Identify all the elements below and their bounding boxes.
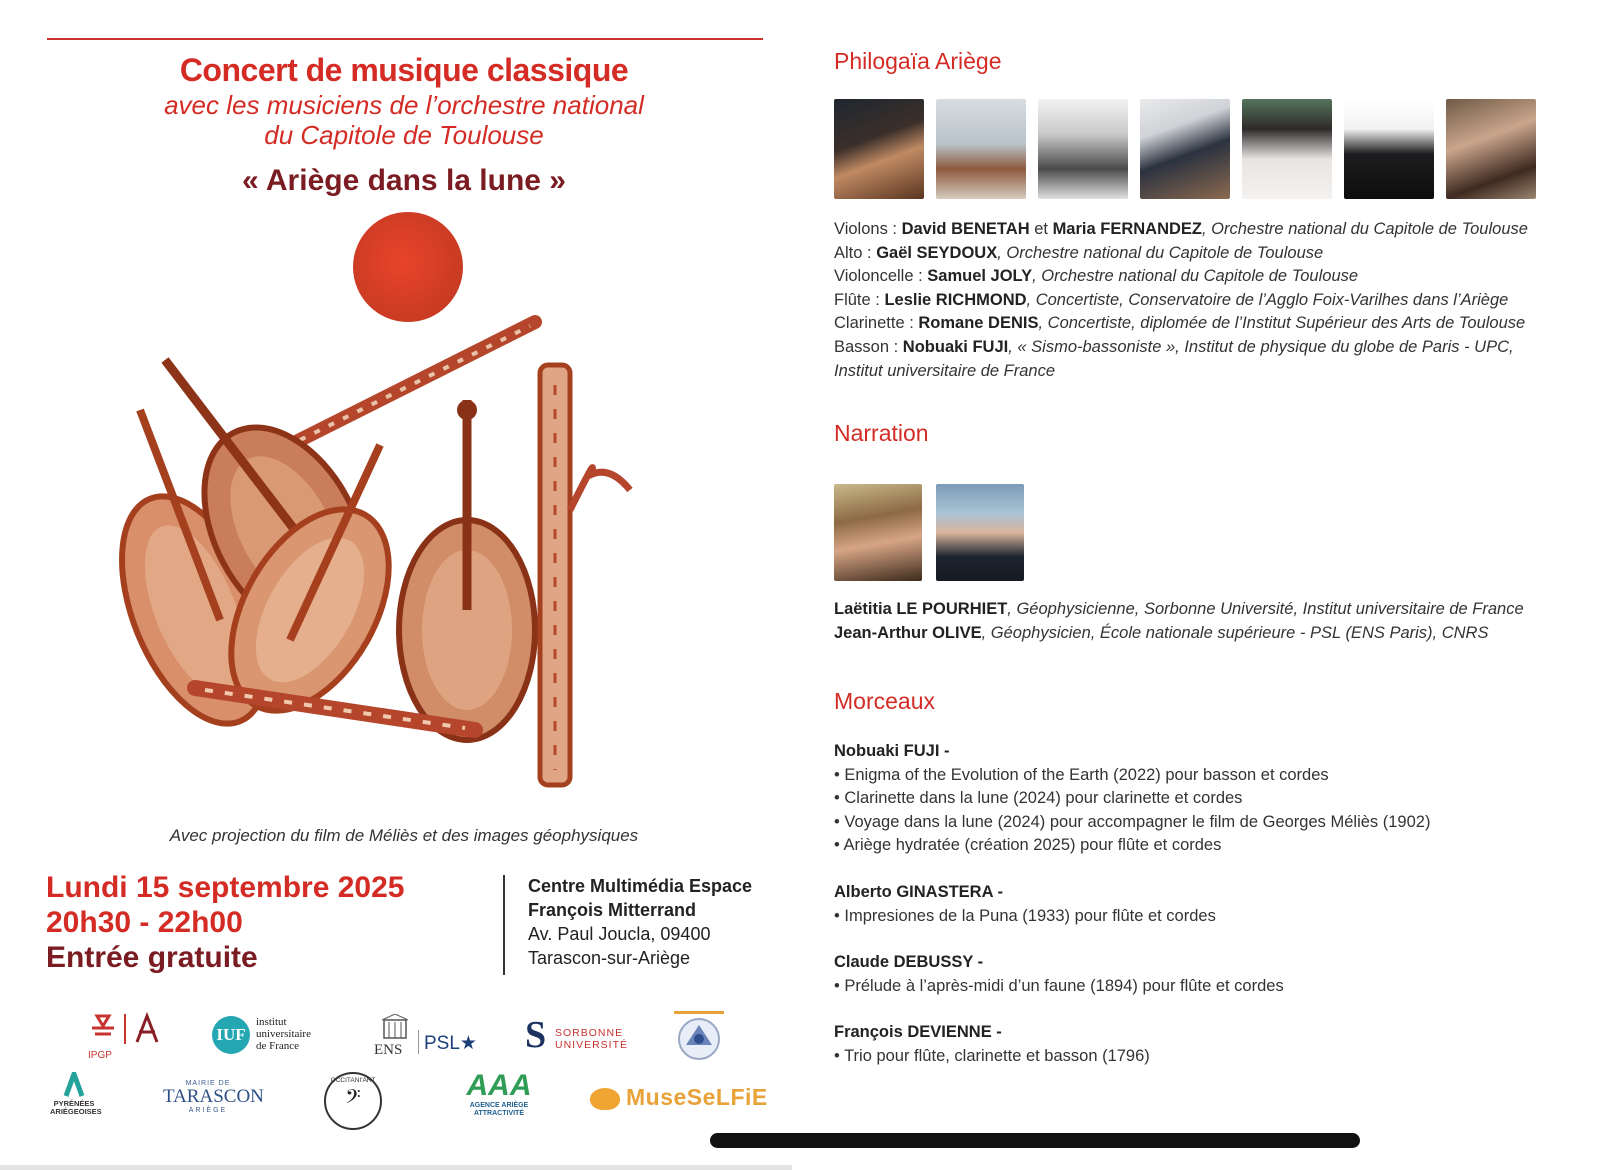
venue-name-2: François Mitterrand xyxy=(528,900,697,920)
musician-line-bassoon xyxy=(834,336,1594,360)
pyrenees-logo xyxy=(50,1072,102,1122)
role-label: Clarinette : xyxy=(834,314,919,333)
sorbonne-logo xyxy=(525,1015,635,1061)
musician-photo-4 xyxy=(1140,99,1230,199)
musician-photo-6 xyxy=(1344,99,1434,199)
event-date: Lundi 15 septembre 2025 xyxy=(46,871,405,904)
mairie-tarascon-logo xyxy=(163,1080,264,1120)
musician-photo-1 xyxy=(834,99,924,199)
musician-line-cello xyxy=(834,265,1594,289)
musician-affiliation: , « Sismo-bassoniste », Institut de physique du globe de Paris - UPC, xyxy=(1008,337,1514,356)
flute-icon xyxy=(290,322,535,445)
piece-item: • Impresiones de la Puna (1933) pour flûte et cordes xyxy=(834,906,1216,925)
venue-block xyxy=(528,874,752,970)
piece-item: • Trio pour flûte, clarinette et basson (1796) xyxy=(834,1046,1150,1065)
composer-fuji xyxy=(834,740,1594,764)
event-time: 20h30 - 22h00 xyxy=(46,906,243,939)
musician-photo-7 xyxy=(1446,99,1536,199)
sorbonne-text xyxy=(555,1027,628,1051)
composer-devienne xyxy=(834,1021,1594,1045)
musician-name: Maria FERNANDEZ xyxy=(1052,220,1202,238)
narrator-affiliation: , Géophysicien, École nationale supérieure - PSL (ENS Paris), CNRS xyxy=(981,623,1489,642)
piece-item: • Enigma of the Evolution of the Earth (2022) pour basson et cordes xyxy=(834,765,1329,784)
section-morceaux: Morceaux xyxy=(834,688,935,714)
top-divider xyxy=(47,38,763,40)
musician-affiliation: , Concertiste, Conservatoire de l’Agglo Foix-Varilhes dans l’Ariège xyxy=(1026,290,1509,309)
composer-name: Nobuaki FUJI - xyxy=(834,742,950,760)
pyrenees-text xyxy=(50,1099,102,1116)
narrators-list xyxy=(834,598,1594,645)
musician-photo-2 xyxy=(936,99,1026,199)
poster-title: Concert de musique classique xyxy=(179,52,629,88)
poster-subtitle-line-2: du Capitole de Toulouse xyxy=(264,120,544,150)
narrator-photo-2 xyxy=(936,484,1024,581)
pyrenees-line-1: PYRÉNÉES xyxy=(53,1099,95,1108)
page-bottom-edge xyxy=(0,1165,792,1170)
musician-photo-5 xyxy=(1242,99,1332,199)
iuf-line-2: universitaire xyxy=(256,1028,311,1040)
piece-item: • Ariège hydratée (création 2025) pour flûte et cordes xyxy=(834,836,1222,855)
venue-address: Av. Paul Joucla, 09400 xyxy=(528,924,711,944)
role-label: Violoncelle : xyxy=(834,267,928,286)
joiner-text: et xyxy=(1029,220,1053,238)
iuf-line-1: institut xyxy=(256,1016,287,1028)
pyrenees-icon xyxy=(62,1072,86,1098)
narrator-photo-1 xyxy=(834,484,922,581)
musician-affiliation: Institut universitaire de France xyxy=(834,361,1056,380)
piece-item: • Clarinette dans la lune (2024) pour clarinette et cordes xyxy=(834,789,1243,808)
aaa-mark-icon: AAA xyxy=(466,1069,532,1102)
musician-name: Romane DENIS xyxy=(918,314,1039,333)
star-icon: ★ xyxy=(459,1033,477,1054)
association-emblem-icon xyxy=(672,1011,726,1063)
ariege-label: ARIÈGE xyxy=(188,1107,228,1114)
narrator-name: Laëtitia LE POURHIET xyxy=(834,600,1008,618)
program-page xyxy=(792,0,1600,1170)
section-philogaia: Philogaïa Ariège xyxy=(834,48,1002,74)
pyrenees-line-2: ARIÉGEOISES xyxy=(50,1107,102,1116)
musician-affiliation: , Orchestre national du Capitole de Toulouse xyxy=(1032,267,1359,286)
narrator-name: Jean-Arthur OLIVE xyxy=(834,623,982,642)
aaa-logo xyxy=(464,1070,534,1126)
moon-icon xyxy=(353,212,463,322)
clef-icon: 𝄢 xyxy=(345,1087,361,1113)
aaa-line-2: ATTRACTIVITÉ xyxy=(473,1110,525,1117)
instruments-illustration xyxy=(110,210,670,800)
musician-photo-3 xyxy=(1038,99,1128,199)
tarascon-label: TARASCON xyxy=(163,1086,264,1107)
musician-line-bassoon-cont xyxy=(834,360,1594,384)
musician-name: Leslie RICHMOND xyxy=(884,290,1027,309)
narrator-affiliation: , Géophysicienne, Sorbonne Université, Institut universitaire de France xyxy=(1007,600,1524,618)
poster-page xyxy=(0,0,792,1165)
show-title: « Ariège dans la lune » xyxy=(241,164,566,197)
section-narration: Narration xyxy=(834,420,929,446)
ens-building-icon xyxy=(378,1014,412,1040)
musician-name: Gaël SEYDOUX xyxy=(876,243,998,262)
composer-name: François DEVIENNE - xyxy=(834,1023,1002,1042)
venue-divider xyxy=(503,875,505,975)
musician-affiliation: , Orchestre national du Capitole de Toulouse xyxy=(1202,220,1528,238)
occitaniart-logo xyxy=(324,1072,382,1130)
musician-affiliation: , Concertiste, diplomée de l’Institut Supérieur des Arts de Toulouse xyxy=(1038,314,1526,333)
venue-name-1: Centre Multimédia Espace xyxy=(528,876,753,896)
iuf-text xyxy=(256,1016,311,1052)
composer-ginastera xyxy=(834,881,1594,905)
musician-name: David BENETAH xyxy=(901,220,1030,238)
pieces-list xyxy=(834,740,1594,1069)
musician-name: Nobuaki FUJI xyxy=(902,337,1009,356)
musician-affiliation: , Orchestre national du Capitole de Toulouse xyxy=(997,243,1324,262)
musicians-list xyxy=(834,218,1594,383)
home-indicator[interactable] xyxy=(710,1133,1360,1148)
role-label: Basson : xyxy=(834,337,903,356)
bassoon-icon xyxy=(540,365,630,785)
narrator-line-1 xyxy=(834,598,1594,622)
composer-name: Alberto GINASTERA - xyxy=(834,882,1003,901)
occitaniart-label: OCCITANI'ART xyxy=(330,1077,376,1084)
ens-label: ENS xyxy=(374,1042,403,1058)
role-label: Alto : xyxy=(834,243,877,262)
sorbonne-line-1: SORBONNE xyxy=(555,1027,624,1039)
ens-psl-divider xyxy=(418,1030,419,1054)
poster-subtitle-line-1: avec les musiciens de l’orchestre national xyxy=(164,90,644,120)
piece-item: • Voyage dans la lune (2024) pour accompagner le film de Georges Méliès (1902) xyxy=(834,812,1431,831)
venue-city: Tarascon-sur-Ariège xyxy=(528,948,691,968)
piece-item: • Prélude à l’après-midi d’un faune (1894) pour flûte et cordes xyxy=(834,976,1284,995)
musician-name: Samuel JOLY xyxy=(927,267,1033,286)
cello-icon xyxy=(399,400,535,740)
event-datetime xyxy=(46,870,404,975)
iuf-logo xyxy=(212,1016,342,1056)
poster-caption: Avec projection du film de Méliès et des images géophysiques xyxy=(169,826,639,845)
sorbonne-line-2: UNIVERSITÉ xyxy=(555,1039,629,1051)
narrator-line-2 xyxy=(834,622,1594,646)
musician-line-alto xyxy=(834,242,1594,266)
ens-psl-logo xyxy=(374,1014,484,1060)
entry-info: Entrée gratuite xyxy=(46,941,258,974)
musician-line-clarinet xyxy=(834,312,1594,336)
psl-text: PSL xyxy=(424,1033,460,1054)
mairie-label: MAIRIE DE xyxy=(185,1080,231,1087)
role-label: Violons : xyxy=(834,220,902,238)
museselfie-logo xyxy=(590,1084,770,1116)
iuf-badge: IUF xyxy=(212,1016,250,1054)
role-label: Flûte : xyxy=(834,290,885,309)
aaa-line-1: AGENCE ARIÈGE xyxy=(469,1102,529,1109)
psl-label xyxy=(424,1032,477,1055)
musician-line-flute xyxy=(834,289,1594,313)
ipgp-logo xyxy=(88,1012,170,1062)
museselfie-icon xyxy=(590,1088,620,1110)
iuf-line-3: de France xyxy=(256,1040,300,1052)
sorbonne-s-icon: S xyxy=(525,1014,547,1056)
museselfie-label: MuseSeLFiE xyxy=(626,1084,768,1110)
poster-subtitle xyxy=(0,90,808,150)
composer-debussy xyxy=(834,951,1594,975)
ipgp-label: IPGP xyxy=(88,1050,112,1061)
composer-name: Claude DEBUSSY - xyxy=(834,953,984,972)
musician-line-violins xyxy=(834,218,1594,242)
ipgp-icon xyxy=(89,1012,169,1046)
